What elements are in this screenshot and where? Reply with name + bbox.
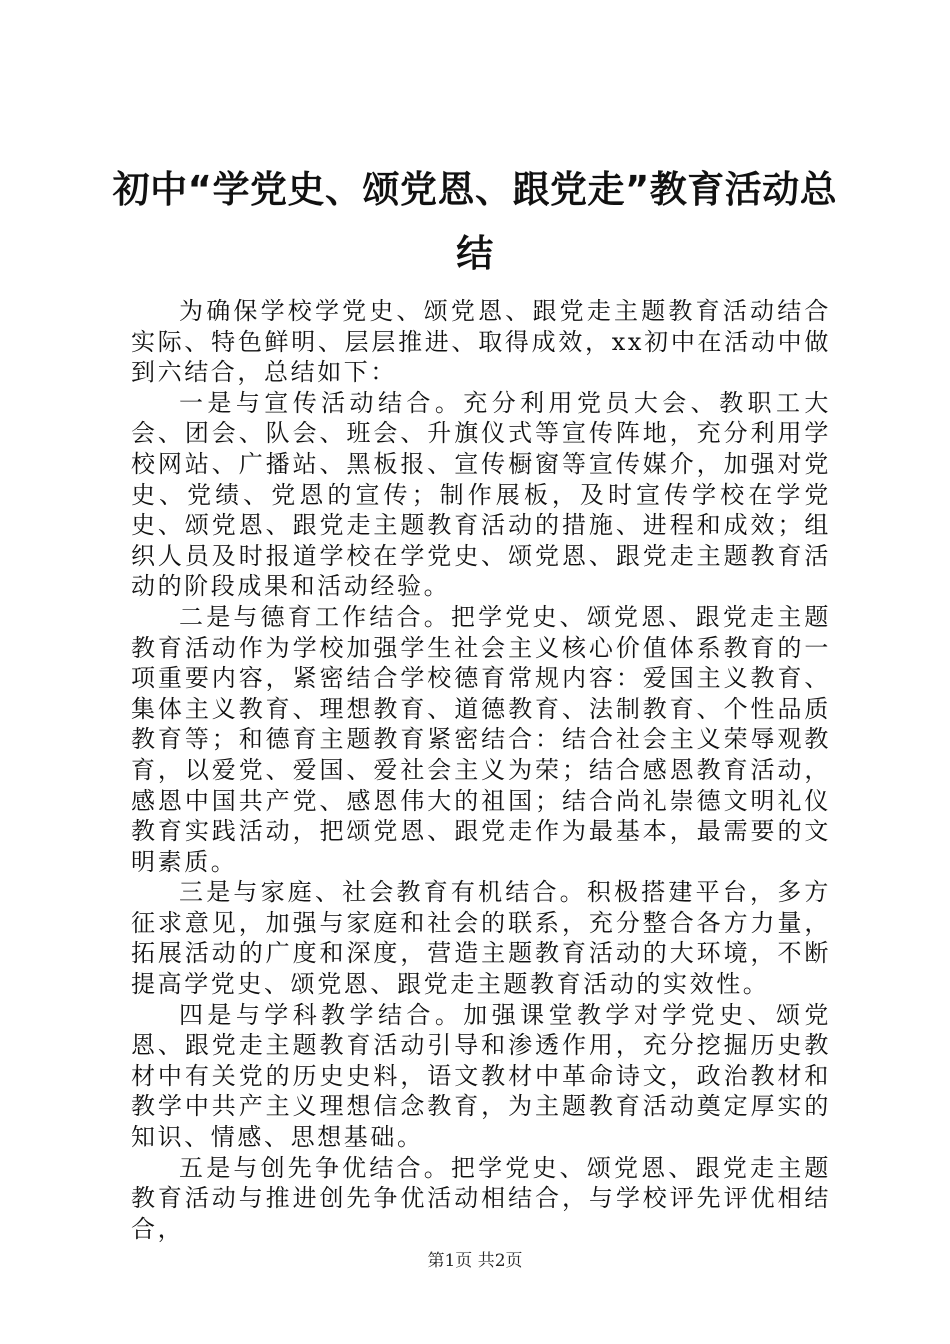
paragraph-moral-education: 二是与德育工作结合。把学党史、颂党恩、跟党走主题教育活动作为学校加强学生社会主义核心价值体系教育的一项重要内容，紧密结合学校德育常规内容：爱国主义教育、集体主义教育、理想教育、道德教育、法制教育、个性品质教育等；和德育主题教育紧密结合：结合社会主义荣辱观教育，以爱党、爱国、爱社会主义为荣；结合感恩教育活动，感恩中国共产党、感恩伟大的祖国；结合尚礼崇德文明礼仪教育实践活动，把颂党恩、跟党走作为最基本，最需要的文明素质。 bbox=[131, 602, 831, 876]
paragraph-family-society: 三是与家庭、社会教育有机结合。积极搭建平台，多方征求意见，加强与家庭和社会的联系，充分整合各方力量，拓展活动的广度和深度，营造主题教育活动的大环境，不断提高学党史、颂党恩、跟党走主题教育活动的实效性。 bbox=[131, 878, 831, 999]
paragraph-intro: 为确保学校学党史、颂党恩、跟党走主题教育活动结合实际、特色鲜明、层层推进、取得成效，xx初中在活动中做到六结合，总结如下： bbox=[131, 297, 831, 387]
page-footer: 第1页 共2页 bbox=[427, 1251, 523, 1271]
document-title: 初中“学党史、颂党恩、跟党走”教育活动总结 bbox=[112, 168, 838, 275]
paragraph-excellence: 五是与创先争优结合。把学党史、颂党恩、跟党走主题教育活动与推进创先争优活动相结合，与学校评先评优相结合， bbox=[131, 1153, 831, 1243]
document-body bbox=[131, 296, 831, 1244]
paragraph-publicity: 一是与宣传活动结合。充分利用党员大会、教职工大会、团会、队会、班会、升旗仪式等宣传阵地，充分利用学校网站、广播站、黑板报、宣传橱窗等宣传媒介，加强对党史、党绩、党恩的宣传；制作展板，及时宣传学校在学党史、颂党恩、跟党走主题教育活动的措施、进程和成效；组织人员及时报道学校在学党史、颂党恩、跟党走主题教育活动的阶段成果和活动经验。 bbox=[131, 388, 831, 601]
paragraph-subject-teaching: 四是与学科教学结合。加强课堂教学对学党史、颂党恩、跟党走主题教育活动引导和渗透作用，充分挖掘历史教材中有关党的历史史料，语文教材中革命诗文，政治教材和教学中共产主义理想信念教育，为主题教育活动奠定厚实的知识、情感、思想基础。 bbox=[131, 1000, 831, 1152]
